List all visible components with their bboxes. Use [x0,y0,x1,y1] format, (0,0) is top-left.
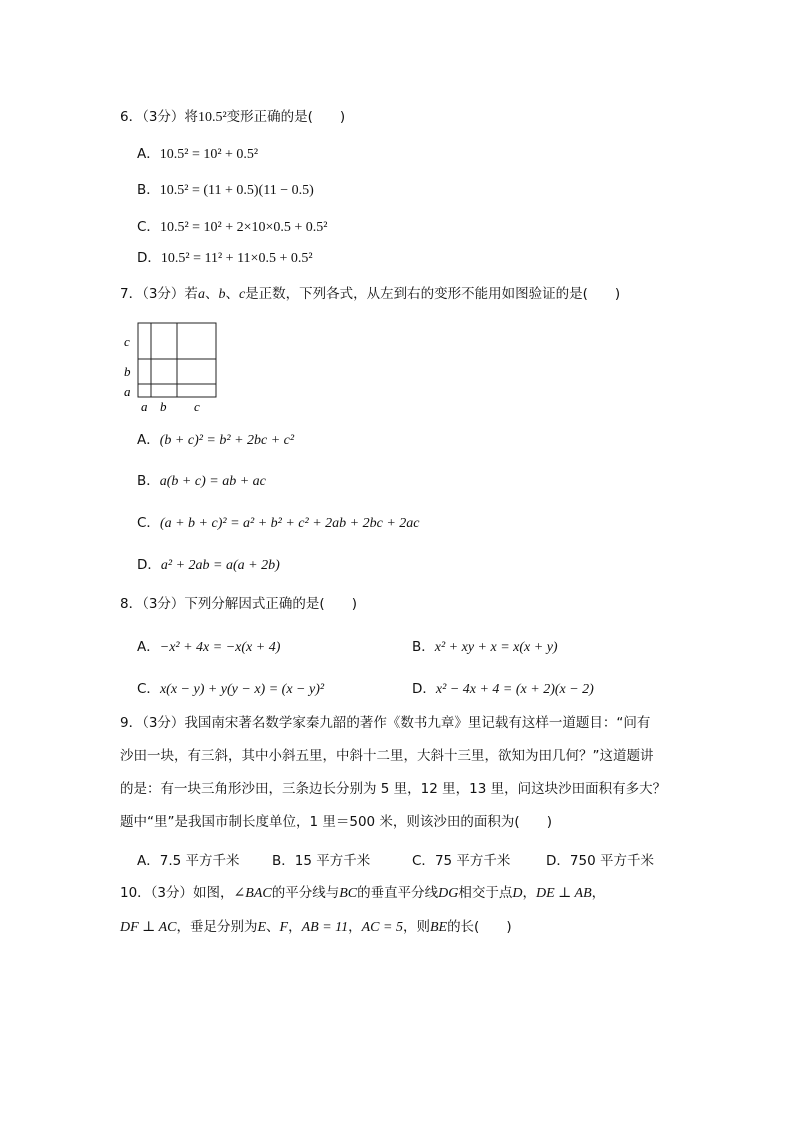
q6-option-b: B．10.5² = (11 + 0.5)(11 − 0.5) [137,182,314,198]
figure-label-bottom-c: c [194,399,200,414]
q9-option-b: B．15 平方千米 [272,853,371,869]
q9-line-2: 沙田一块，有三斜，其中小斜五里，中斜十二里，大斜十三里，欲知为田几何？”这道题讲 [120,748,654,764]
q10-line-2: DF ⊥ AC，垂足分别为E、F，AB = 11，AC = 5，则BE的长( ) [120,919,512,935]
q8-option-d: D．x² − 4x + 4 = (x + 2)(x − 2) [412,681,594,697]
q6-option-a: A．10.5² = 10² + 0.5² [137,146,259,162]
q7-option-a: A．(b + c)² = b² + 2bc + c² [137,432,295,448]
figure-label-bottom-a: a [141,399,148,414]
q6-stem: 6．（3分）将10.5²变形正确的是( ) [120,109,346,125]
q9-option-c: C．75 平方千米 [412,853,511,869]
figure-label-bottom-b: b [160,399,167,414]
q6-option-d: D．10.5² = 11² + 11×0.5 + 0.5² [137,250,313,266]
q8-stem: 8．（3分）下列分解因式正确的是( ) [120,596,357,612]
q8-option-c: C．x(x − y) + y(y − x) = (x − y)² [137,681,325,697]
figure-label-left-c: c [124,334,130,349]
q8-option-a: A．−x² + 4x = −x(x + 4) [137,639,281,655]
figure-label-left-b: b [124,364,131,379]
q9-line-4: 题中“里”是我国市制长度单位，1 里＝500 米，则该沙田的面积为( ) [120,814,552,830]
q8-option-b: B．x² + xy + x = x(x + y) [412,639,558,655]
q7-option-c: C．(a + b + c)² = a² + b² + c² + 2ab + 2bc + 2ac [137,515,420,531]
q7-stem: 7．（3分）若a、b、c是正数，下列各式，从左到右的变形不能用如图验证的是( ) [120,286,621,302]
q10-line-1: 10．（3分）如图，∠BAC的平分线与BC的垂直平分线DG相交于点D，DE ⊥ AB， [120,885,606,901]
q7-option-d: D．a² + 2ab = a(a + 2b) [137,557,280,573]
q9-line-1: 9．（3分）我国南宋著名数学家秦九韶的著作《数书九章》里记载有这样一道题目：“问有 [120,715,651,731]
q9-option-d: D．750 平方千米 [546,853,654,869]
q6-stem-expr: 10.5² [197,110,227,125]
figure-label-left-a: a [124,384,131,399]
q7-option-b: B．a(b + c) = ab + ac [137,473,266,489]
q7-grid-figure [118,318,228,418]
q9-option-a: A．7.5 平方千米 [137,853,240,869]
q9-line-3: 的是：有一块三角形沙田，三条边长分别为 5 里，12 里，13 里，问这块沙田面积有多大？ [120,781,667,797]
q6-option-c: C．10.5² = 10² + 2×10×0.5 + 0.5² [137,219,328,235]
